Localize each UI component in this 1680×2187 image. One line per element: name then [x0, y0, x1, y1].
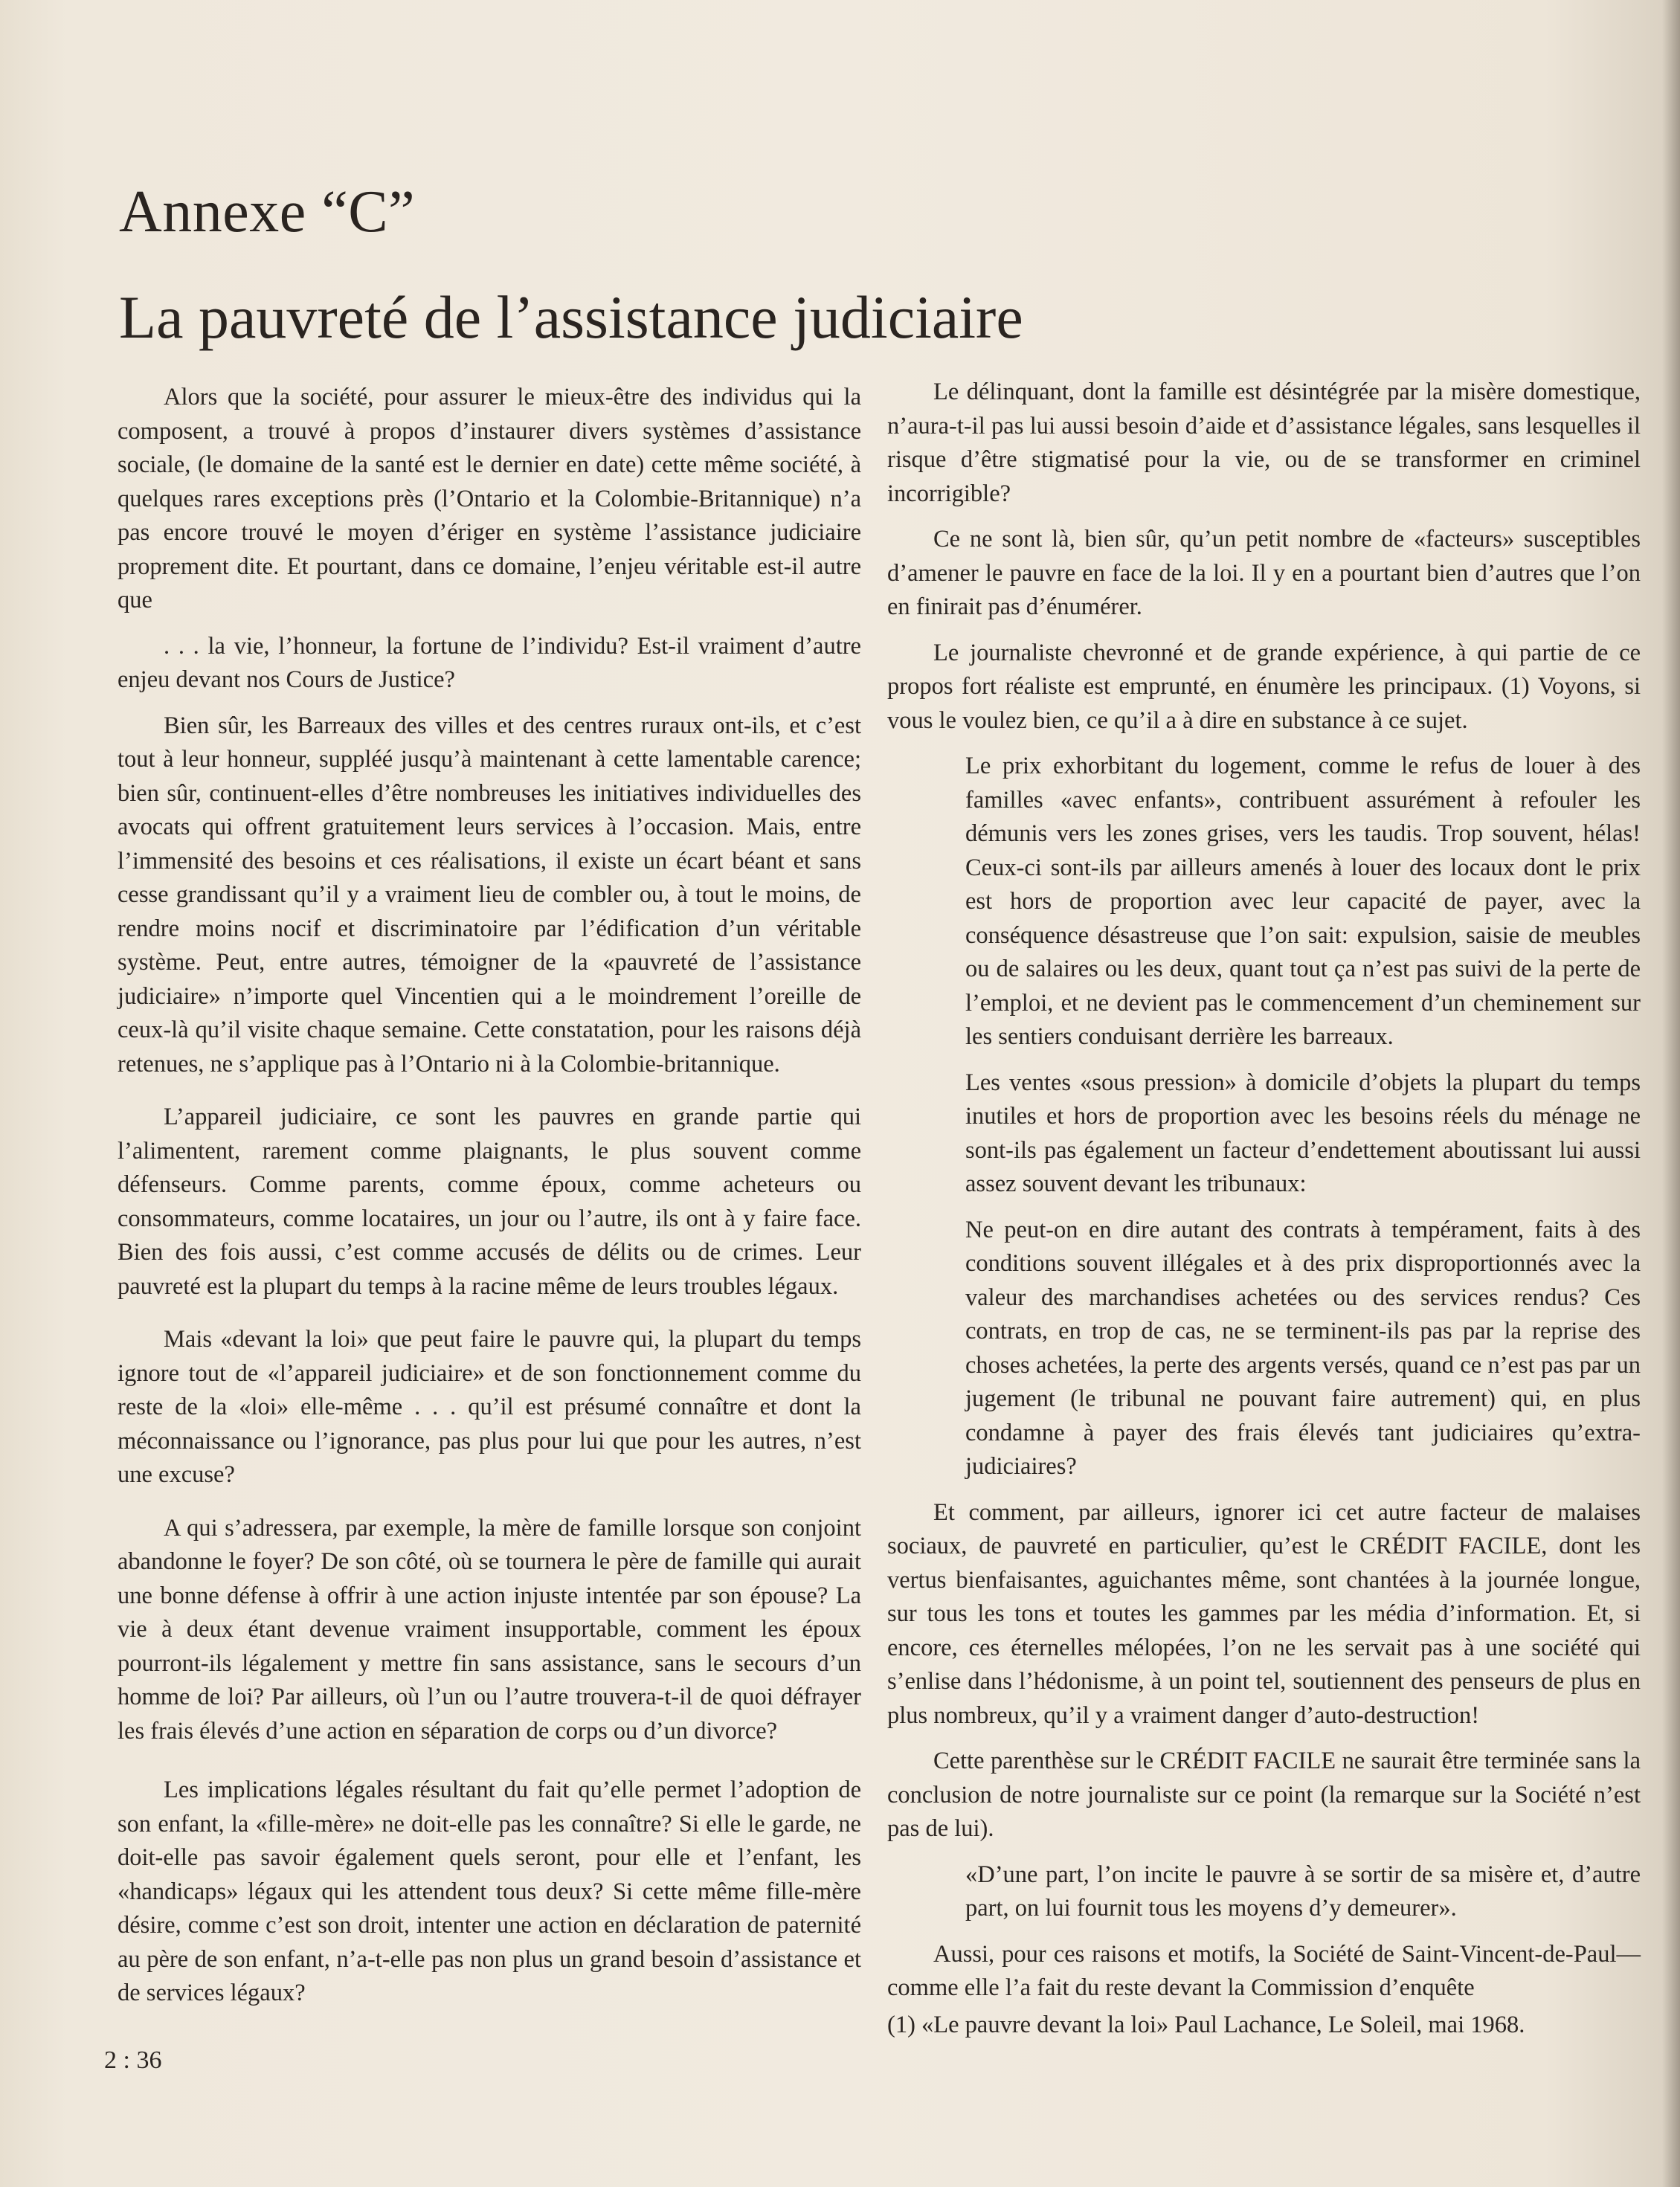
quoted-paragraph: «D’une part, l’on incite le pauvre à se sortir de sa misère et, d’autre part, on lui fournit tous les moyens d’y demeurer». [965, 1861, 1641, 1922]
paragraph: Cette parenthèse sur le CRÉDIT FACILE ne saurait être terminée sans la conclusion de notre journaliste sur ce point (la remarque sur la Société n’est pas de lui). [887, 1748, 1641, 1842]
left-column [118, 381, 861, 2023]
paragraph: Aussi, pour ces raisons et motifs, la Société de Saint-Vincent-de-Paul—comme elle l’a fait du reste devant la Commission d’enquête [887, 1940, 1641, 2001]
quoted-paragraph: Le prix exhorbitant du logement, comme le refus de louer à des familles «avec enfants», contribuent assurément à refouler les démunis vers les zones grises, vers les taudis. Trop souvent, hélas! Ceux-ci sont-ils par ailleurs amenés à louer des locaux dont le prix est hors de proportion avec leur capacité de payer, avec la conséquence désastreuse que l’on sait: expulsion, saisie de meubles ou de salaires ou les deux, quant tout ça n’est pas suivi de la perte de l’emploi, et ne devient pas le commencement d’un cheminement sur les sentiers conduisant derrière les barreaux. [965, 753, 1641, 1050]
paragraph: Mais «devant la loi» que peut faire le pauvre qui, la plupart du temps ignore tout de «l’appareil judiciaire» et de son fonctionnement comme du reste de la «loi» elle-même . . . qu’il est présumé connaître et dont la méconnaissance ou l’ignorance, pas plus pour lui que pour les autres, n’est une excuse? [118, 1326, 861, 1488]
article-title: La pauvreté de l’assistance judiciaire [119, 283, 1023, 351]
paragraph: . . . la vie, l’honneur, la fortune de l’individu? Est-il vraiment d’autre enjeu devant nos Cours de Justice? [118, 632, 861, 693]
paragraph: Ce ne sont là, bien sûr, qu’un petit nombre de «facteurs» susceptibles d’amener le pauvre en face de la loi. Il y en a pourtant bien d’autres que l’on en finirait pas d’énumérer. [887, 526, 1641, 620]
paragraph: Le délinquant, dont la famille est désintégrée par la misère domestique, n’aura-t-il pas lui aussi besoin d’aide et d’assistance légales, sans lesquelles il risque d’être stigmatisé pour la vie, ou de se transformer en criminel incorrigible? [887, 379, 1641, 507]
quoted-paragraph: Ne peut-on en dire autant des contrats à tempérament, faits à des conditions souvent illégales et à des prix disproportionnés avec la valeur des marchandises achetées ou des services rendus? Ces contrats, en trop de cas, ne se terminent-ils pas par la reprise des choses achetées, la perte des argents versés, quand ce n’est pas par un jugement (le tribunal ne pouvant faire autrement) qui, en plus condamne à payer des frais élevés tant judiciaires qu’extra-judiciaires? [965, 1216, 1641, 1480]
footnote: (1) «Le pauvre devant la loi» Paul Lachance, Le Soleil, mai 1968. [887, 2011, 1525, 2038]
paragraph: Bien sûr, les Barreaux des villes et des centres ruraux ont-ils, et c’est tout à leur honneur, suppléé jusqu’à maintenant à cette lamentable carence; bien sûr, continuent-elles d’être nombreuses les initiatives individuelles des avocats qui offrent gratuitement leurs services à l’occasion. Mais, entre l’immensité des besoins et ces réalisations, il existe un écart béant et sans cesse grandissant qu’il y a vraiment lieu de combler ou, à tout le moins, de rendre moins nocif et discriminatoire par l’édification d’un véritable système. Peut, entre autres, témoigner de la «pauvreté de l’assistance judiciaire» n’importe quel Vincentien qui a le moindrement l’oreille de ceux-là qu’il visite chaque semaine. Cette constatation, pour les raisons déjà retenues, ne s’applique pas à l’Ontario ni à la Colombie-britannique. [118, 712, 861, 1078]
paragraph: Et comment, par ailleurs, ignorer ici cet autre facteur de malaises sociaux, de pauvreté en particulier, qu’est le CRÉDIT FACILE, dont les vertus bienfaisantes, aguichantes même, sont chantées à la journée longue, sur tous les tons et toutes les gammes par les média d’information. Et, si encore, ces éternelles mélopées, l’on ne les servait pas à une société qui s’enlise dans l’hédonisme, à un point tel, soutiennent des penseurs de plus en plus nombreux, qu’il y a vraiment danger d’auto-destruction! [887, 1498, 1641, 1729]
page-edge-shadow [1662, 0, 1680, 2187]
quoted-paragraph: Les ventes «sous pression» à domicile d’objets la plupart du temps inutiles et hors de proportion avec les besoins réels du ménage ne sont-ils pas également un facteur d’endettement aboutissant lui aussi assez souvent devant les tribunaux: [965, 1069, 1641, 1197]
right-column [887, 376, 1641, 2054]
paragraph: A qui s’adressera, par exemple, la mère de famille lorsque son conjoint abandonne le foyer? De son côté, où se tournera le père de famille qui aurait une bonne défense à offrir à une action injuste intentée par son épouse? La vie à deux étant devenue vraiment insupportable, comment les époux pourront-ils légalement y mettre fin sans assistance, sans le secours d’un homme de loi? Par ailleurs, où l’un ou l’autre trouvera-t-il de quoi défrayer les frais élevés d’une action en séparation de corps ou d’un divorce? [118, 1514, 861, 1745]
paragraph: Le journaliste chevronné et de grande expérience, à qui partie de ce propos fort réaliste est emprunté, en énumère les principaux. (1) Voyons, si vous le voulez bien, ce qu’il a à dire en substance à ce sujet. [887, 639, 1641, 734]
paragraph: Alors que la société, pour assurer le mieux-être des individus qui la composent, a trouvé à propos d’instaurer divers systèmes d’assistance sociale, (le domaine de la santé est le dernier en date) cette même société, à quelques rares exceptions près (l’Ontario et la Colombie-Britannique) n’a pas encore trouvé le moyen d’ériger en système l’assistance judiciaire proprement dite. Et pourtant, dans ce domaine, l’enjeu véritable est-il autre que [118, 384, 861, 613]
page-number: 2 : 36 [104, 2046, 162, 2074]
paragraph: L’appareil judiciaire, ce sont les pauvres en grande partie qui l’alimentent, rarement comme plaignants, le plus souvent comme défenseurs. Comme parents, comme époux, comme acheteurs ou consommateurs, comme locataires, un jour ou l’autre, ils ont à y faire face. Bien des fois aussi, c’est comme accusés de délits ou de crimes. Leur pauvreté est la plupart du temps à la racine même de leurs troubles légaux. [118, 1104, 861, 1300]
paragraph: Les implications légales résultant du fait qu’elle permet l’adoption de son enfant, la «fille-mère» ne doit-elle pas les connaître? Si elle le garde, ne doit-elle pas savoir également quels seront, pour elle et l’enfant, les «handicaps» légaux qui les attendent tous deux? Si cette même fille-mère désire, comme c’est son droit, intenter une action en déclaration de paternité au père de son enfant, n’a-t-elle pas non plus un grand besoin d’assistance et de services légaux? [118, 1777, 861, 2006]
annex-heading: Annexe “C” [119, 179, 416, 245]
